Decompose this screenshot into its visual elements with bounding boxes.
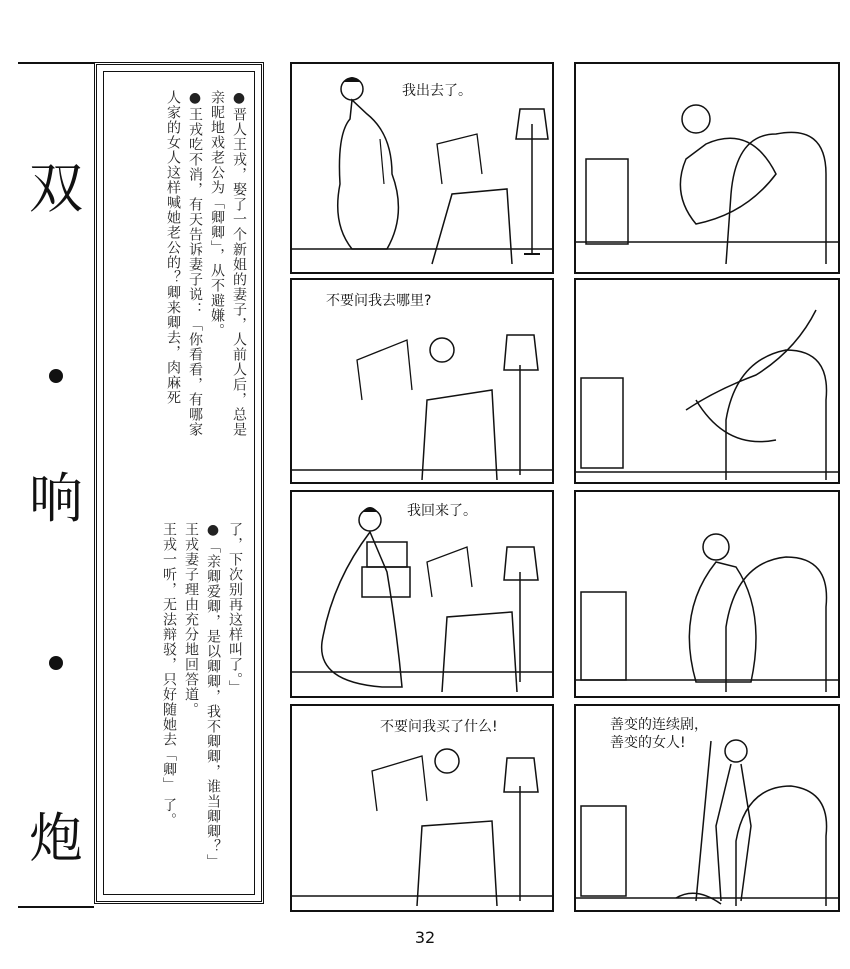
comic-panel-8 — [574, 704, 840, 912]
comic-panel-4 — [574, 278, 840, 484]
speech-line: 善变的连续剧， — [610, 717, 708, 733]
panel-6-drawing — [576, 492, 838, 696]
comic-panel-7 — [290, 704, 554, 912]
speech-bubble: 不要问我去哪里? — [326, 293, 432, 309]
speech-bubble — [610, 716, 708, 752]
comic-panel-1 — [290, 62, 554, 274]
story-line: ●「亲卿爱卿，是以卿卿，我不卿卿，谁当卿卿？」 — [205, 522, 221, 869]
speech-bubble: 不要问我买了什么! — [380, 719, 498, 735]
title-char-2: 响 — [29, 467, 83, 530]
comic-panel-3 — [290, 278, 554, 484]
panel-2-drawing — [576, 64, 838, 272]
comic-panel-2 — [574, 62, 840, 274]
speech-line: 善变的女人! — [610, 735, 686, 751]
story-line: 亲昵地戏老公为「卿卿」，从不避嫌。 — [209, 90, 225, 338]
story-line: ●晋人王戎，娶了一个新姐的妻子，人前人后，总是 — [231, 90, 247, 437]
story-paragraph-2 — [158, 522, 246, 902]
story-text-inner — [103, 71, 255, 895]
page-number: 32 — [414, 928, 436, 947]
panel-3-drawing — [292, 280, 552, 482]
panel-4-drawing — [576, 280, 838, 482]
panel-7-drawing — [292, 706, 552, 910]
story-line: 人家的女人这样喊她老公的？卿来卿去，肉麻死 — [165, 90, 181, 405]
speech-bubble: 我回来了。 — [407, 503, 477, 519]
comic-panel-5 — [290, 490, 554, 698]
story-line: 了，下次别再这样叫了。」 — [227, 522, 243, 695]
title-strip — [18, 62, 94, 908]
story-line: 王戎妻子理由充分地回答道。 — [183, 522, 199, 717]
story-paragraph-1 — [162, 90, 250, 520]
speech-bubble: 我出去了。 — [402, 83, 472, 99]
comic-panel-6 — [574, 490, 840, 698]
title-char-3: 炮 — [29, 807, 83, 870]
title-dot-1 — [49, 369, 63, 383]
story-text-box — [94, 62, 264, 904]
story-line: 王戎一听，无法辩驳，只好随她去「卿」 了。 — [161, 522, 177, 828]
title-char-1: 双 — [29, 157, 83, 220]
panel-5-drawing — [292, 492, 552, 696]
title-dot-2 — [49, 656, 63, 670]
story-line: ●王戎吃不消，有天告诉妻子说：「你看看，有哪家 — [187, 90, 203, 437]
